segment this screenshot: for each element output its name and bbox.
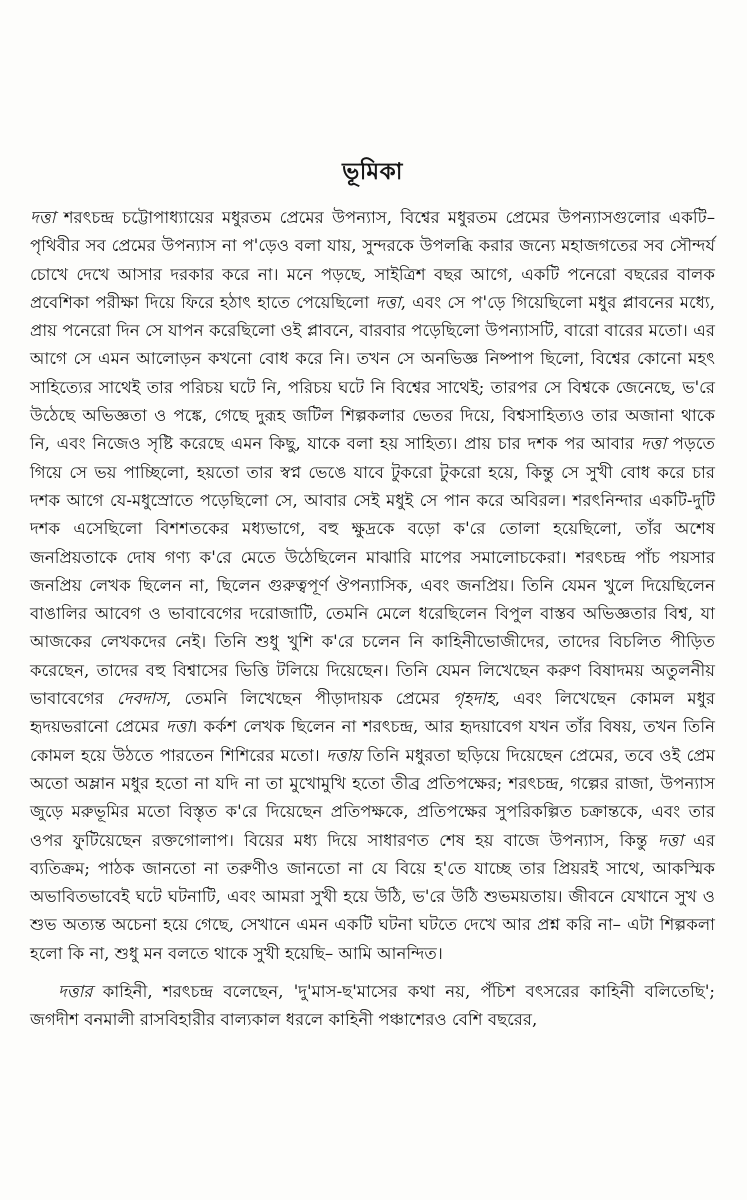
page-title: ভূমিকা [342,158,403,185]
italic-title-text: দত্তায় [326,745,362,765]
body-text: এর ব্যতিক্রম; পাঠক জানতো না তরুণীও জানতো না যে বিয়ে হ'তে যাচ্ছে তার প্রিয়রই সাথে, আকস্মিক অভাবিতভাবেই ঘটে ঘটনাটি, এবং আমরা সুখী হয়ে উঠি, ভ'রে উঠি শুভময়তায়। জীবনে যেখানে সুখ ও শুভ অত্যন্ত অচেনা হয়ে গেছে, সেখানে এমন একটি ঘটনা ঘটতে দেখে আর প্রশ্ন করি না– এটা শিল্পকলা হলো কি না, শুধু মন বলতে থাকে সুখী হয়েছি– আমি আনন্দিত। [30,830,715,963]
italic-title-text: দত্তা [640,434,667,454]
body-text: , এবং লিখেছেন কোমল মধুর হৃদয়ভরানো প্রেমের [30,689,715,737]
italic-title-text: দত্তা [657,830,684,850]
italic-title-text: দত্তার [58,982,93,1002]
body-text: পড়তে গিয়ে সে ভয় পাচ্ছিলো, হয়তো তার স্বপ্ন ভেঙে যাবে টুকরো টুকরো হয়ে, কিন্তু সে সুখী বোধ করে চার দশক আগে যে-মধুস্রোতে পড়েছিলো সে, আবার সেই মধুই সে পান করে অবিরল। শরৎনিন্দার একটি-দুটি দশক এসেছিলো বিশশতকের মধ্যভাগে, বহু ক্ষুদ্রকে বড়ো ক'রে তোলা হয়েছিলো, তাঁর অশেষ জনপ্রিয়তাকে দোষ গণ্য ক'রে মেতে উঠেছিলেন মাঝারি মাপের সমালোচকেরা। শরৎচন্দ্র পাঁচ পয়সার জনপ্রিয় লেখক ছিলেন না, ছিলেন গুরুত্বপূর্ণ ঔপন্যাসিক, এবং জনপ্রিয়। তিনি যেমন খুলে দিয়েছিলেন বাঙালির আবেগ ও ভাবাবেগের দরোজাটি, তেমনি মেলে ধরেছিলেন বিপুল বাস্তব অভিজ্ঞতার বিশ্ব, যা আজকের লেখকদের নেই। তিনি শুধু খুশি ক'রে চলেন নি কাহিনীভোজীদের, তাদের বিচলিত পীড়িত করেছেন, তাদের বহু বিশ্বাসের ভিত্তি টলিয়ে দিয়েছেন। তিনি যেমন লিখেছেন করুণ বিষাদময় অতুলনীয় ভাবাবেগের [30,434,715,709]
italic-title-text: গৃহদাহ [452,689,495,709]
body-text: , তেমনি লিখেছেন পীড়াদায়ক প্রেমের [166,689,453,709]
italic-title-text: দত্তা [30,208,56,227]
paragraph-1 [30,204,715,968]
body-text: কাহিনী, শরৎচন্দ্র বলেছেন, 'দু'মাস-ছ'মাসের কথা নয়, পঁচিশ বৎসরের কাহিনী বলিতেছি'; জগদীশ বনমালী রাসবিহারীর বাল্যকাল ধরলে কাহিনী পঞ্চাশেরও বেশি বছরের, [30,982,715,1030]
body-text: । কর্কশ লেখক ছিলেন না শরৎচন্দ্র, আর হৃদয়াবেগ যখন তাঁর বিষয়, তখন তিনি কোমল হয়ে উঠতে পারতেন শিশিরের মতো। [30,717,716,765]
italic-title-text: দেবদাস [116,689,167,709]
italic-title-text: দত্তা [375,292,401,312]
paragraph-2 [30,978,715,1035]
body-text: , এবং সে প'ড়ে গিয়েছিলো মধুর প্লাবনের মধ্যে, প্রায় পনেরো দিন সে যাপন করেছিলো ওই প্লাবনে, বারবার পড়েছিলো উপন্যাসটি, বারো বারের মতো। এর আগে সে এমন আলোড়ন কখনো বোধ করে নি। তখন সে অনভিজ্ঞ নিষ্পাপ ছিলো, বিশ্বের কোনো মহৎ সাহিত্যের সাথেই তার পরিচয় ঘটে নি, পরিচয় ঘটে নি বিশ্বের সাথেই; তারপর সে বিশ্বকে জেনেছে, ভ'রে উঠেছে অভিজ্ঞতা ও পঙ্কে, গেছে দুরূহ জটিল শিল্পকলার ভেতর দিয়ে, বিশ্বসাহিত্যও তার অজানা থাকে নি, এবং নিজেও সৃষ্টি করেছে এমন কিছু, যাকে বলা হয় সাহিত্য। প্রায় চার দশক পর আবার [30,292,716,454]
body-text: তিনি মধুরতা ছড়িয়ে দিয়েছেন প্রেমের, তবে ওই প্রেম অতো অম্লান মধুর হতো না যদি না তা মুখোমুখি হতো তীব্র প্রতিপক্ষের; শরৎচন্দ্র, গল্পের রাজা, উপন্যাস জুড়ে মরুভূমির মতো বিস্তৃত ক'রে দিয়েছেন প্রতিপক্ষকে, প্রতিপক্ষের সুপরিকল্পিত চক্রান্তকে, এবং তার ওপর ফুটিয়েছেন রক্তগোলাপ। বিয়ের মধ্য দিয়ে সাধারণত শেষ হয় বাজে উপন্যাস, কিন্তু [30,745,716,850]
italic-title-text: দত্তা [165,717,192,737]
body-text: শরৎচন্দ্র চট্টোপাধ্যায়ের মধুরতম প্রেমের উপন্যাস, বিশ্বের মধুরতম প্রেমের উপন্যাসগুলোর একটি– পৃথিবীর সব প্রেমের উপন্যাস না প'ড়েও বলা যায়, সুন্দরকে উপলব্ধি করার জন্যে মহাজগতের সব সৌন্দর্য চোখে দেখে আসার দরকার করে না। মনে পড়ছে, সাইত্রিশ বছর আগে, একটি পনেরো বছরের বালক প্রবেশিকা পরীক্ষা দিয়ে ফিরে হঠাৎ হাতে পেয়েছিলো [30,208,715,312]
